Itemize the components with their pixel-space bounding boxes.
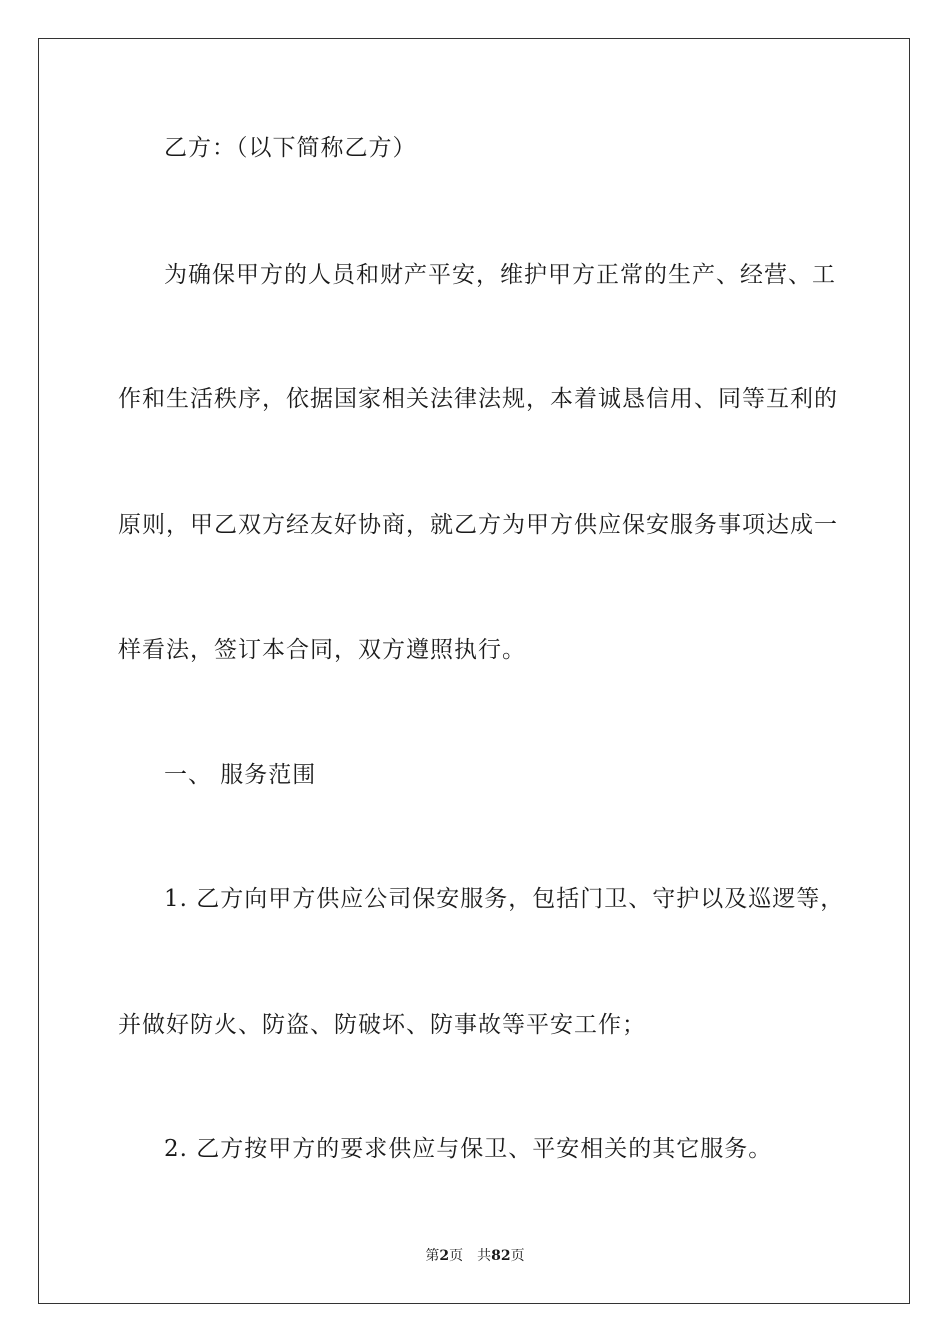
page-border — [38, 38, 910, 1304]
clause-1-line-1: 1. 乙方向甲方供应公司保安服务，包括门卫、守护以及巡逻等， — [164, 886, 845, 912]
clause-1-line-2: 并做好防火、防盗、防破坏、防事故等平安工作； — [118, 1012, 646, 1038]
paragraph-line-2: 作和生活秩序，依据国家相关法律法规，本着诚恳信用、同等互利的 — [118, 386, 838, 412]
clause-2-line: 2. 乙方按甲方的要求供应与保卫、平安相关的其它服务。 — [164, 1136, 773, 1162]
paragraph-line-1: 为确保甲方的人员和财产平安，维护甲方正常的生产、经营、工 — [164, 262, 836, 288]
paragraph-line-4: 样看法，签订本合同，双方遵照执行。 — [118, 637, 526, 663]
page-prefix: 第 — [425, 1248, 440, 1264]
page-footer — [0, 1246, 950, 1266]
total-suffix: 页 — [510, 1248, 525, 1264]
page-current: 2 — [439, 1248, 450, 1264]
page-suffix: 页 — [449, 1248, 464, 1264]
paragraph-line-3: 原则，甲乙双方经友好协商，就乙方为甲方供应保安服务事项达成一 — [118, 512, 838, 538]
page-total: 82 — [491, 1248, 511, 1264]
party-b-line: 乙方：（以下简称乙方） — [164, 135, 417, 161]
section-heading: 一、 服务范围 — [164, 762, 317, 788]
total-prefix: 共 — [477, 1248, 492, 1264]
